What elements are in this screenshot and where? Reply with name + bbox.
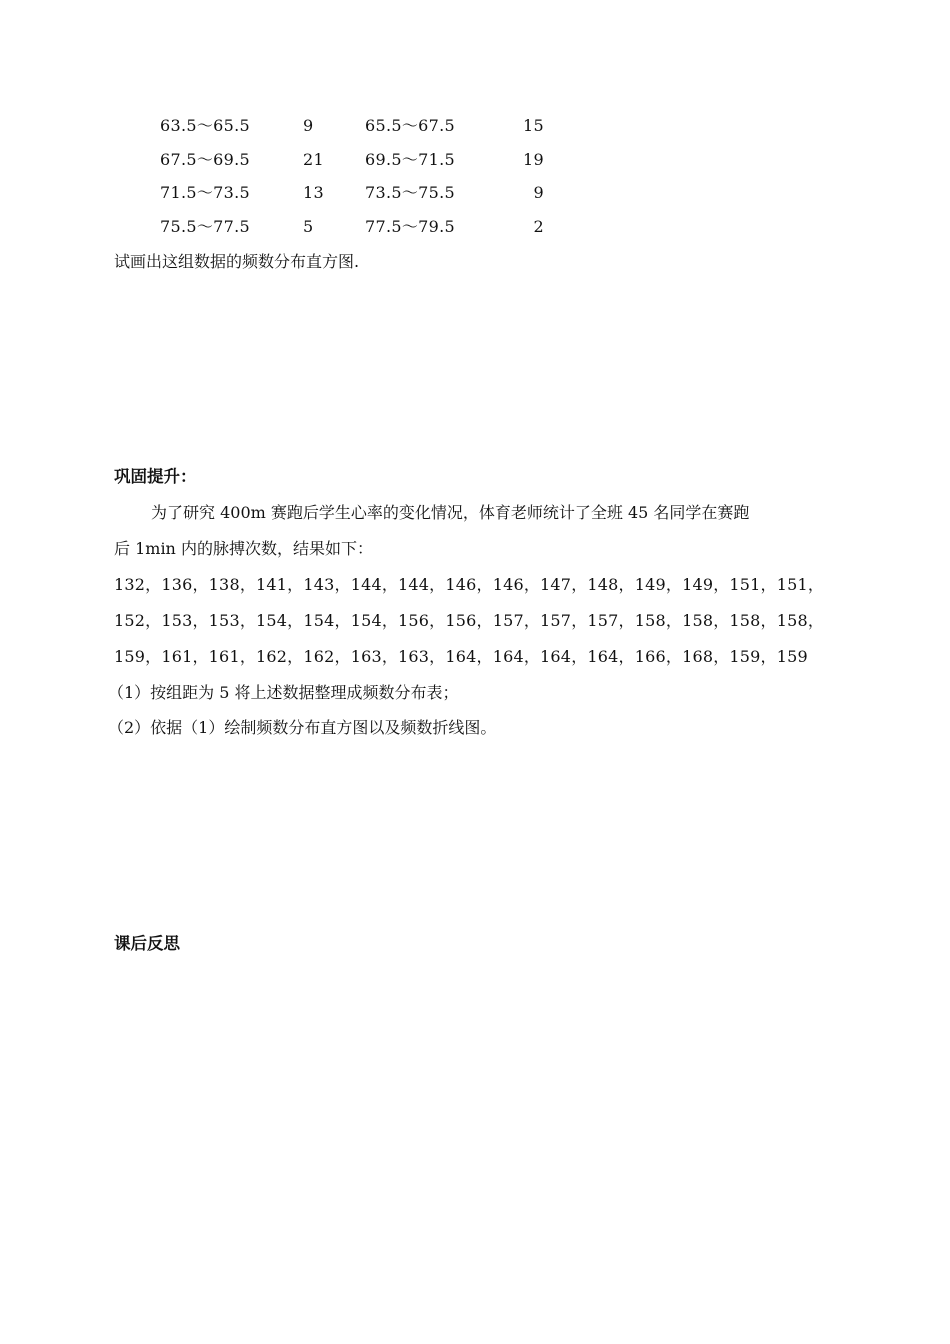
problem-line xyxy=(114,495,844,531)
consolidation-heading: 巩固提升： xyxy=(114,467,197,486)
count-cell: 19 xyxy=(523,149,544,169)
frequency-table xyxy=(160,113,560,247)
interval-cell: 73.5～75.5 xyxy=(365,183,455,202)
task-2: （2）依据（1）绘制频数分布直方图以及频数折线图。 xyxy=(108,718,497,737)
interval-cell: 69.5～71.5 xyxy=(365,149,455,169)
interval-cell: 75.5～77.5 xyxy=(160,216,250,236)
interval-cell: 63.5～65.5 xyxy=(160,116,250,135)
table-row xyxy=(160,113,560,147)
instruction-text: 试画出这组数据的频数分布直方图. xyxy=(114,252,360,271)
interval-cell: 71.5～73.5 xyxy=(160,183,250,202)
data-line: 152，153，153，154，154，154，156，156，157，157，157，158，158，158，158， xyxy=(114,611,825,630)
problem-statement xyxy=(114,495,844,567)
count-cell: 9 xyxy=(303,116,314,135)
count-cell: 21 xyxy=(303,149,324,169)
data-line: 159，161，161，162，162，163，163，164，164，164，164，166，168，159，159 xyxy=(114,647,808,666)
interval-cell: 67.5～69.5 xyxy=(160,149,250,169)
count-cell: 9 xyxy=(533,183,544,202)
count-cell: 13 xyxy=(303,183,324,202)
table-row xyxy=(160,214,560,248)
count-cell: 15 xyxy=(523,116,544,135)
problem-line-text: 为了研究 400m 赛跑后学生心率的变化情况，体育老师统计了全班 45 名同学在赛跑 xyxy=(151,503,750,522)
interval-cell: 65.5～67.5 xyxy=(365,116,455,135)
count-cell: 5 xyxy=(303,216,314,236)
problem-line: 后 1min 内的脉搏次数，结果如下： xyxy=(114,539,373,558)
interval-cell: 77.5～79.5 xyxy=(365,216,455,236)
data-line: 132，136，138，141，143，144，144，146，146，147，148，149，149，151，151， xyxy=(114,575,825,594)
task-1: （1）按组距为 5 将上述数据整理成频数分布表； xyxy=(108,683,459,702)
pulse-data xyxy=(114,567,844,675)
count-cell: 2 xyxy=(533,216,544,236)
reflection-heading: 课后反思 xyxy=(114,934,180,953)
table-row xyxy=(160,147,560,181)
table-row xyxy=(160,180,560,214)
